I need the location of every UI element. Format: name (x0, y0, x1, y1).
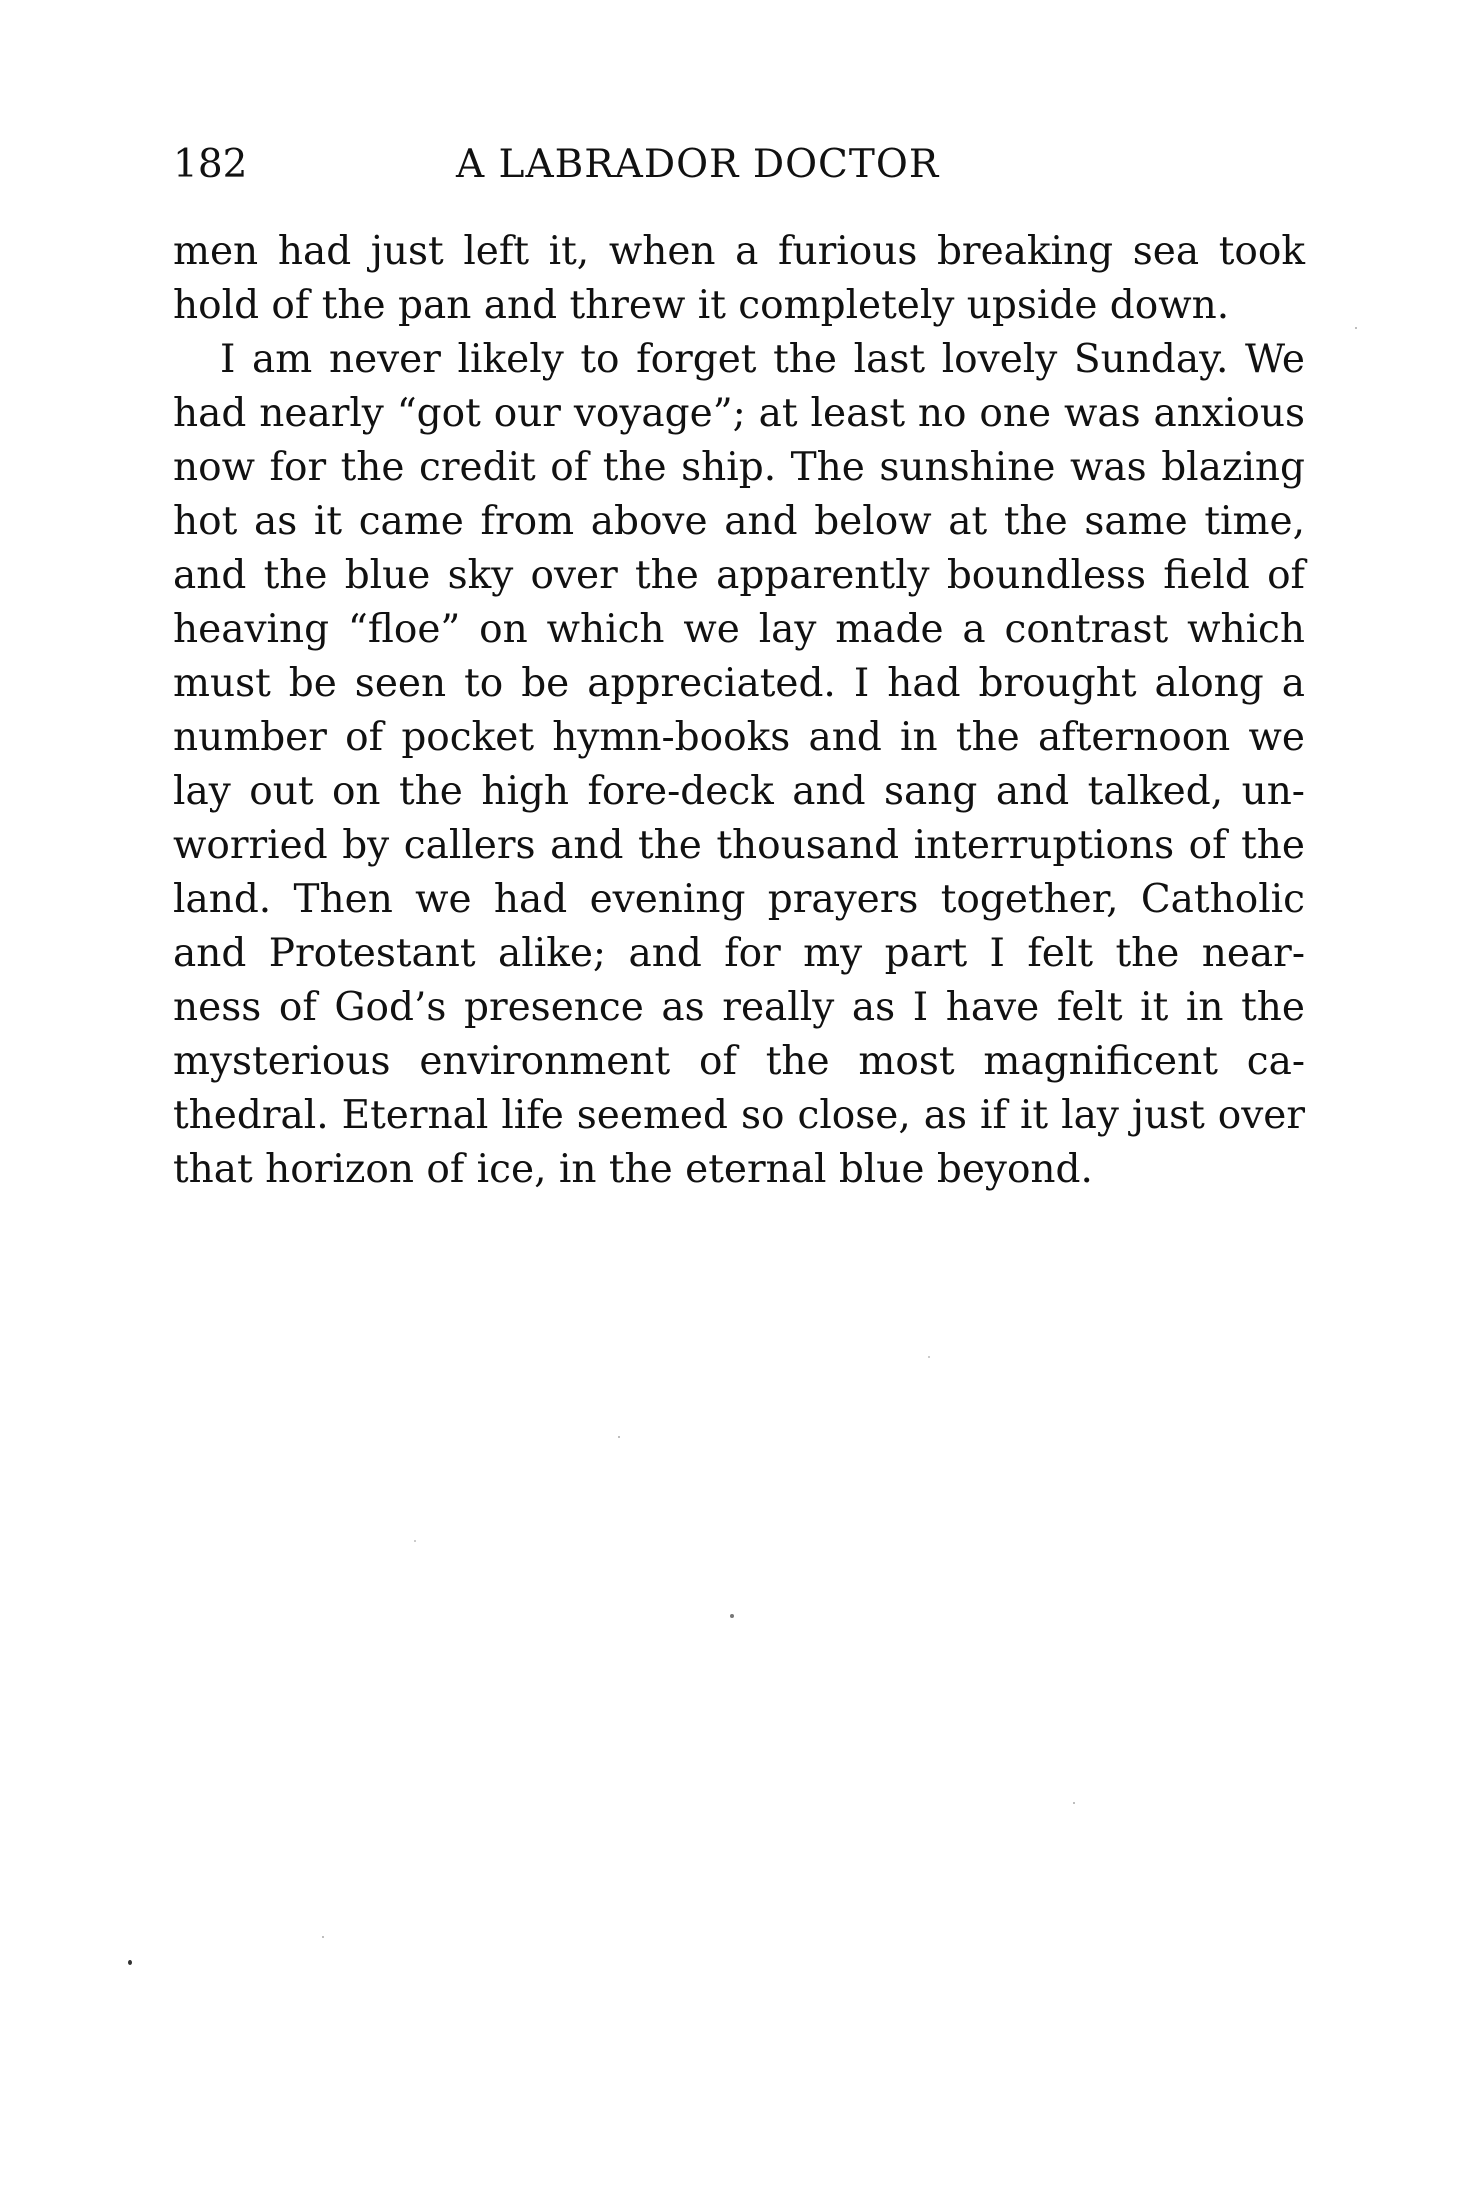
text-line: thedral. Eternal life seemed so close, as if it lay just over (173, 1093, 1305, 1138)
text-line: and the blue sky over the apparently boundless field of (173, 553, 1305, 598)
paper-speck (1355, 327, 1357, 329)
page-header (173, 140, 1305, 200)
paper-speck (928, 1356, 930, 1358)
text-line: and Protestant alike; and for my part I felt the near- (173, 931, 1305, 976)
paper-speck (414, 1540, 416, 1542)
text-line: land. Then we had evening prayers together, Catholic (173, 877, 1305, 922)
text-line: men had just left it, when a furious breaking sea took (173, 229, 1305, 274)
body-text (173, 225, 1305, 1197)
running-title: A LABRADOR DOCTOR (456, 142, 940, 187)
text-line: hot as it came from above and below at the same time, (173, 499, 1305, 544)
paper-speck (618, 1436, 620, 1438)
text-line: hold of the pan and threw it completely upside down. (173, 283, 1230, 328)
paper-speck (730, 1614, 734, 1618)
paper-speck (128, 1960, 132, 1965)
text-line: that horizon of ice, in the eternal blue beyond. (173, 1147, 1093, 1192)
text-line: I am never likely to forget the last lovely Sunday. We (220, 337, 1305, 382)
paper-speck (1073, 1802, 1075, 1804)
paper-speck (322, 1936, 324, 1938)
text-line: lay out on the high fore-deck and sang and talked, un- (173, 769, 1305, 814)
text-line: had nearly “got our voyage”; at least no one was anxious (173, 391, 1305, 436)
text-line: heaving “floe” on which we lay made a contrast which (173, 607, 1305, 652)
text-line: worried by callers and the thousand interruptions of the (173, 823, 1305, 868)
text-line: now for the credit of the ship. The sunshine was blazing (173, 445, 1305, 490)
text-line: number of pocket hymn-books and in the afternoon we (173, 715, 1305, 760)
text-line: ness of God’s presence as really as I have felt it in the (173, 985, 1305, 1030)
text-line: must be seen to be appreciated. I had brought along a (173, 661, 1305, 706)
text-line: mysterious environment of the most magnificent ca- (173, 1039, 1305, 1084)
page-number: 182 (173, 142, 248, 187)
